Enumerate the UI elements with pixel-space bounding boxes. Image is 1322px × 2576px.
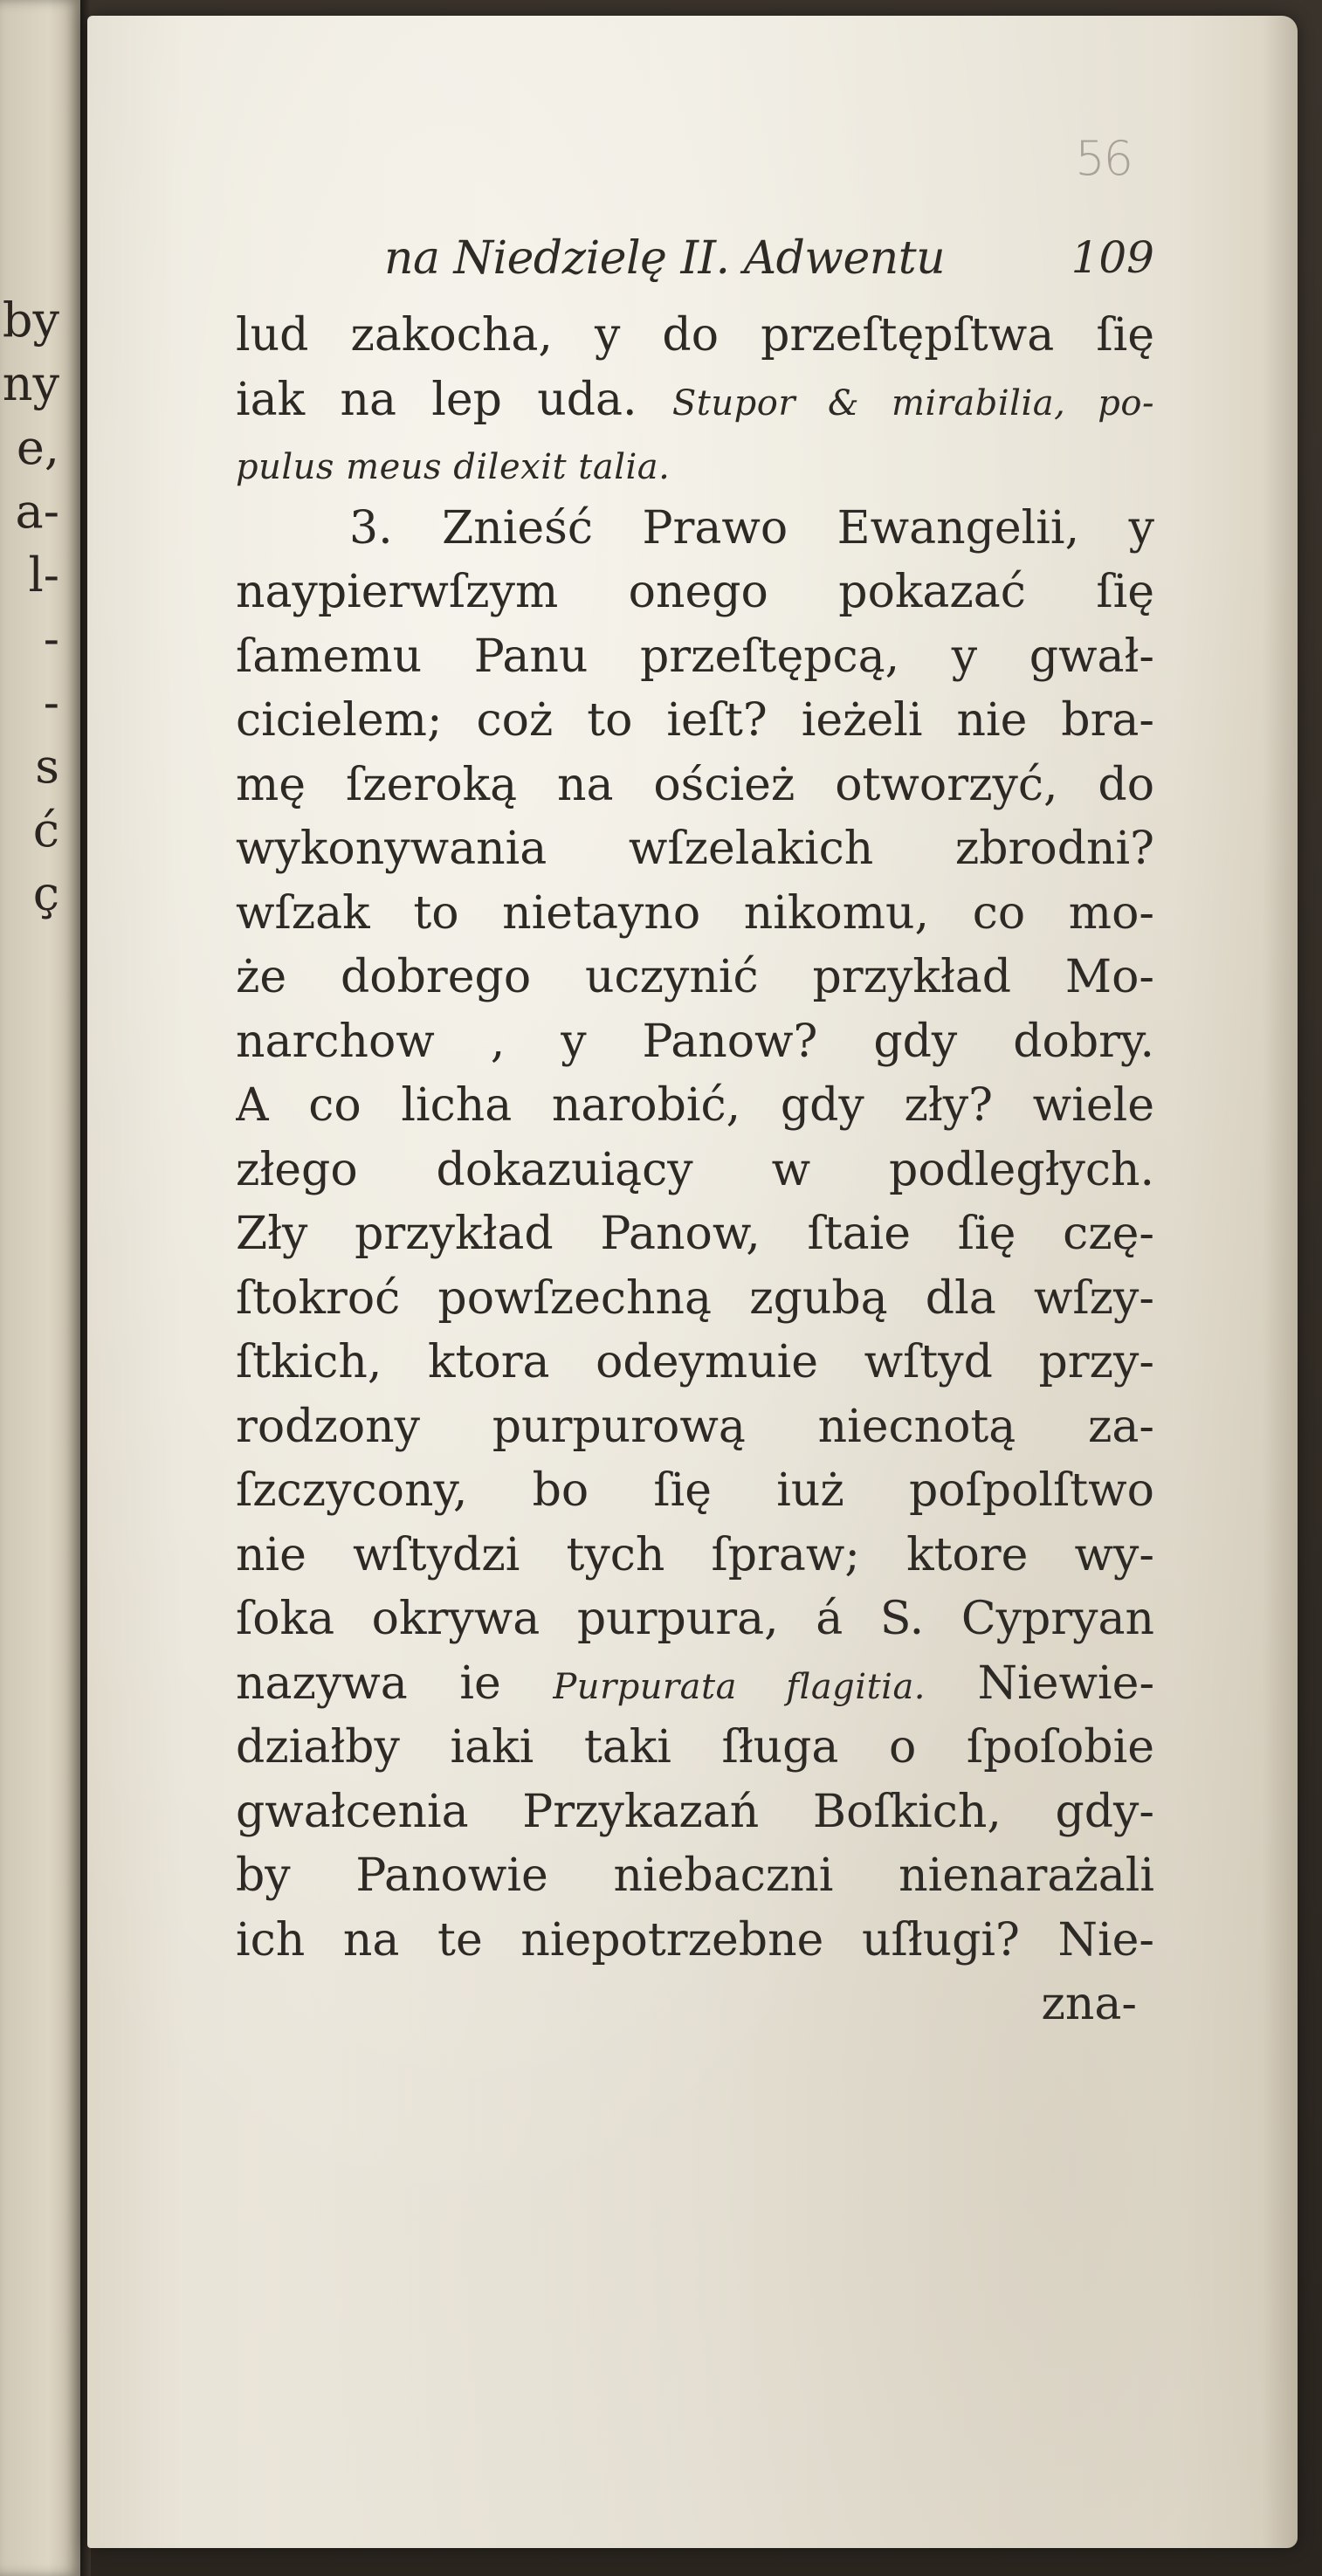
- latin-quote: Purpurata flagitia.: [553, 1666, 926, 1707]
- left-page-fragments: [0, 288, 80, 926]
- text-line: A co licha narobić, gdy zły? wiele: [236, 1079, 1154, 1132]
- text-line: Zły przykład Panow, ſtaie ſię czę-: [236, 1208, 1154, 1260]
- text-line: lud zakocha, y do przeſtępſtwa ſię: [236, 309, 1154, 362]
- text-line: działby iaki taki ſługa o ſpoſobie: [236, 1721, 1154, 1774]
- text-line: ich na te niepotrzebne uſługi? Nie-: [236, 1913, 1154, 1966]
- text-span: nazywa ie: [236, 1656, 501, 1710]
- text-line: mę ſzeroką na oścież otworzyć, do: [236, 758, 1154, 811]
- text-span: iak na lep uda.: [236, 373, 637, 426]
- paragraph-start-line: 3. Znieść Prawo Ewangelii, y: [349, 501, 1154, 554]
- text-line: nie wſtydzi tych ſpraw; ktore wy-: [236, 1528, 1154, 1581]
- latin-quote: Stupor & mirabilia, po-: [671, 382, 1154, 424]
- text-line: ſzczycony, bo ſię iuż poſpolſtwo: [236, 1464, 1154, 1517]
- left-fragment: -: [43, 611, 59, 666]
- text-line: [236, 368, 1154, 433]
- left-fragment: ny: [2, 356, 59, 411]
- text-line: by Panowie niebaczni nienarażali: [236, 1849, 1154, 1902]
- text-span: Niewie-: [977, 1656, 1154, 1710]
- catchword: zna-: [1041, 1978, 1137, 2030]
- body-text: [236, 304, 1154, 2037]
- left-fragment: ć: [32, 802, 59, 858]
- text-line: ſamemu Panu przeſtępcą, y gwał-: [236, 630, 1154, 683]
- text-line: [236, 432, 1154, 497]
- text-line: gwałcenia Przykazań Boſkich, gdy-: [236, 1785, 1154, 1838]
- left-fragment: l-: [28, 548, 59, 603]
- left-fragment: by: [2, 293, 59, 348]
- left-fragment: -: [43, 675, 59, 730]
- text-line: narchow , y Panow? gdy dobry.: [236, 1015, 1154, 1068]
- text-line: naypierwſzym onego pokazać ſię: [236, 566, 1154, 618]
- text-line: złego dokazuiący w podległych.: [236, 1143, 1154, 1196]
- left-fragment: s: [35, 739, 59, 794]
- left-fragment: e,: [16, 420, 59, 475]
- running-head: [290, 232, 1154, 293]
- text-line: wykonywania wſzelakich zbrodni?: [236, 823, 1154, 875]
- running-head-title: na Niedzielę II. Adwentu: [384, 232, 946, 285]
- pencil-folio-number: 56: [1075, 131, 1132, 186]
- book-page: [87, 16, 1298, 2548]
- text-line: ſtokroć powſzechną zgubą dla wſzy-: [236, 1271, 1154, 1325]
- text-line: że dobrego uczynić przykład Mo-: [236, 951, 1154, 1003]
- text-line: [236, 1652, 1154, 1717]
- text-line: rodzony purpurową niecnotą za-: [236, 1400, 1154, 1453]
- text-line: cicielem; coż to ieſt? ieżeli nie bra-: [236, 694, 1154, 747]
- left-fragment: ç: [32, 866, 59, 921]
- text-line: wſzak to nietayno nikomu, co mo-: [236, 886, 1154, 940]
- page-edge-shadow: [1263, 16, 1298, 2548]
- text-line: ſtkich, ktora odeymuie wſtyd przy-: [236, 1336, 1154, 1388]
- latin-quote: pulus meus dilexit talia.: [236, 447, 671, 487]
- page-number: 109: [1071, 232, 1154, 283]
- adjacent-left-page: [0, 0, 80, 2576]
- left-fragment: a-: [15, 484, 59, 539]
- text-line: ſoka okrywa purpura, á S. Cypryan: [236, 1593, 1154, 1645]
